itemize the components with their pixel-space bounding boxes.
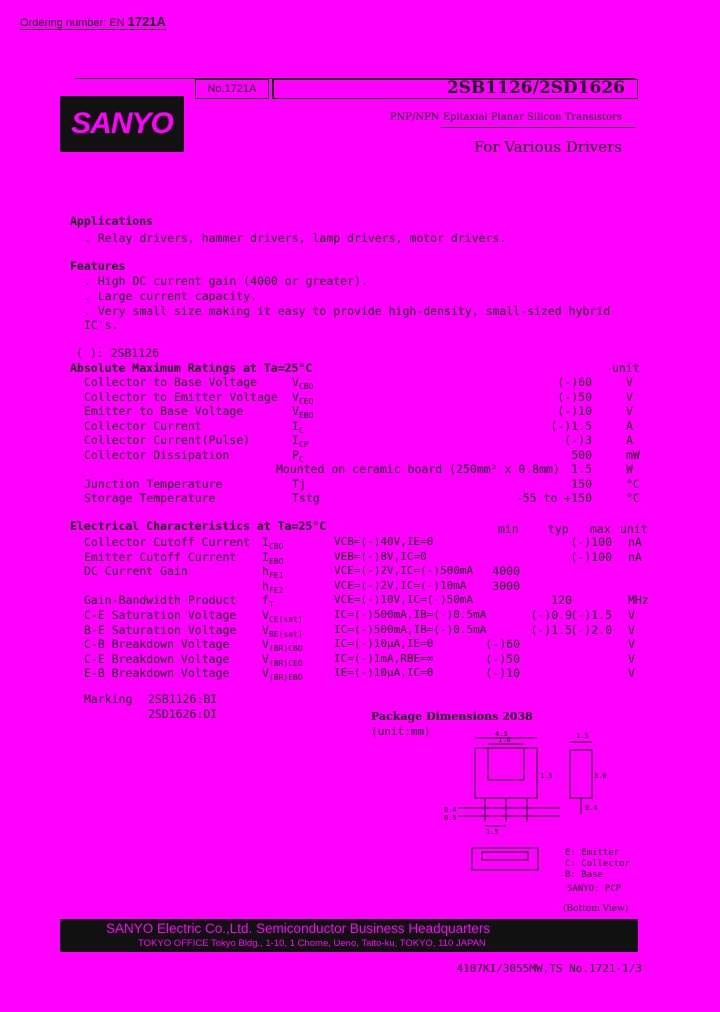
abs-row-unit: °C xyxy=(626,476,640,491)
elec-row-unit: V xyxy=(628,637,635,652)
package-tab xyxy=(488,748,524,780)
features-item: . Very small size making it easy to provide high-density, small-sized hybrid xyxy=(84,304,611,318)
note-2sb1126: ( ): 2SB1126 xyxy=(76,346,160,360)
symbol-main: V xyxy=(292,404,299,418)
symbol-main: V xyxy=(262,608,269,622)
elec-row-min: 4000 xyxy=(492,564,520,579)
symbol-sub: CE(sat) xyxy=(268,615,303,624)
abs-row-value: (-)3 xyxy=(564,433,592,447)
elec-row-cond: IC=(-)1mA,RBE=∞ xyxy=(334,651,434,665)
abs-row-unit: °C xyxy=(626,491,640,505)
symbol-sub: EBO xyxy=(268,556,284,566)
dim-label: 3.0 xyxy=(594,772,607,780)
applications-item: . Relay drivers, hammer drivers, lamp drivers, motor drivers. xyxy=(84,231,507,245)
elec-row-name: Collector Cutoff Current xyxy=(84,535,251,549)
elec-row-name: Gain-Bandwidth Product xyxy=(84,593,237,608)
symbol-main: P xyxy=(292,447,299,462)
abs-row-name: Collector to Base Voltage xyxy=(84,375,258,389)
symbol-sub: EBO xyxy=(298,411,314,420)
doc-number-box: No.1721A xyxy=(195,79,269,99)
features-item: . High DC current gain (4000 or greater). xyxy=(84,274,368,288)
dim-label: 0.5 xyxy=(444,814,457,822)
elec-row-name: DC Current Gain xyxy=(84,564,188,579)
elec-row-unit: MHz xyxy=(628,593,649,608)
dim-label: 4.5 xyxy=(495,730,508,738)
abs-row-name: Collector Current xyxy=(84,418,202,433)
symbol-main: V xyxy=(262,666,269,681)
symbol-main: V xyxy=(262,622,269,637)
symbol-sub: T xyxy=(268,600,274,610)
elec-row-cond: IC=(-)500mA,IB=(-)0.5mA xyxy=(334,622,487,636)
sanyo-logo: SANYO xyxy=(60,96,184,152)
elec-row-symbol xyxy=(262,564,283,580)
abs-row-value: (-)1.5 xyxy=(550,418,592,433)
dim-label: 1.6 xyxy=(498,736,511,744)
symbol-sub: CEO xyxy=(298,396,314,406)
elec-row-unit: nA xyxy=(628,535,642,549)
abs-row-unit: A xyxy=(626,433,633,447)
abs-row-symbol xyxy=(292,491,320,507)
part-number: 2SB1126/2SD1626 xyxy=(446,78,625,98)
symbol-sub: BE(sat) xyxy=(268,629,303,639)
symbol-sub: (BR)CEO xyxy=(268,658,303,668)
abs-row-unit: W xyxy=(626,462,633,476)
abs-row-value: 500 xyxy=(571,447,592,462)
elec-row-symbol xyxy=(262,579,283,595)
col-min: min xyxy=(498,522,519,536)
col-unit: unit xyxy=(620,522,648,536)
elec-row-symbol xyxy=(262,608,303,624)
symbol-main: V xyxy=(292,389,299,404)
dim-label: 0.4 xyxy=(444,806,457,814)
elec-row-symbol xyxy=(262,623,303,639)
elec-row-cond: VCB=(-)40V,IE=0 xyxy=(334,535,434,548)
symbol-main: V xyxy=(262,637,269,652)
features-item: . Large current capacity. xyxy=(84,289,258,303)
symbol-main: I xyxy=(262,549,269,564)
package-body xyxy=(475,748,537,798)
symbol-main: V xyxy=(262,651,269,666)
col-max: max xyxy=(590,522,611,536)
symbol-sub: (BR)EBO xyxy=(268,673,303,683)
elec-row-unit: V xyxy=(628,608,635,622)
elec-row-cond: IC=(-)10μA,IE=0 xyxy=(334,637,434,651)
abs-row-value: 150 xyxy=(571,476,592,491)
col-typ: typ xyxy=(548,522,569,536)
doc-code: 4107KI/3055MW,TS No.1721-1/3 xyxy=(456,962,642,975)
package-view: (Bottom View) xyxy=(563,904,629,914)
elec-row-name: B-E Saturation Voltage xyxy=(84,622,237,637)
subtitle: PNP/NPN Epitaxial Planar Silicon Transistors xyxy=(389,112,622,123)
elec-row-typ: (-)1.5 xyxy=(530,622,572,637)
abs-row-unit: V xyxy=(626,404,633,418)
abs-row-unit: mW xyxy=(626,447,640,462)
dim-label: 1.5 xyxy=(486,828,499,836)
elec-row-name: Emitter Cutoff Current xyxy=(84,549,237,564)
elec-row-cond: VEB=(-)8V,IC=0 xyxy=(334,549,427,563)
marking-line: 2SB1126:BI xyxy=(148,692,218,706)
elec-row-max: (-)100 xyxy=(570,535,612,549)
symbol-main: f xyxy=(262,593,269,608)
abs-row-name: Collector to Emitter Voltage xyxy=(84,389,278,404)
elec-row-min: (-)60 xyxy=(485,637,520,652)
elec-row-unit: nA xyxy=(628,549,642,564)
pin-legend: E: Emitter C: Collector B: Base xyxy=(565,848,631,880)
symbol-main: I xyxy=(262,535,269,549)
symbol-main: Tstg xyxy=(292,491,320,505)
abs-row-value: 1.5 xyxy=(571,462,592,476)
elec-row-symbol xyxy=(262,637,303,653)
elec-row-max: (-)100 xyxy=(570,549,612,564)
elec-heading: Electrical Characteristics at Ta=25°C xyxy=(70,519,327,533)
symbol-sub: CP xyxy=(298,440,309,449)
symbol-sub: C xyxy=(298,425,304,435)
symbol-main: V xyxy=(292,375,299,389)
features-item: IC's. xyxy=(84,318,119,332)
side-view xyxy=(570,750,592,798)
elec-row-name: C-E Breakdown Voltage xyxy=(84,651,230,666)
marking-line: 2SD1626:DI xyxy=(148,707,218,721)
symbol-sub: CBO xyxy=(298,382,314,391)
symbol-sub: FE2 xyxy=(268,585,284,595)
symbol-main: h xyxy=(262,578,269,593)
abs-row-name: Junction Temperature xyxy=(84,476,223,491)
abs-row-value: (-)60 xyxy=(557,375,592,389)
dim-label: 0.4 xyxy=(585,804,598,812)
abs-row-unit: V xyxy=(626,389,633,404)
part-number-box xyxy=(272,79,638,99)
abs-max-unit-label: unit xyxy=(612,361,640,375)
abs-row-name: Collector Dissipation xyxy=(84,447,230,462)
elec-row-cond: IE=(-)10μA,IC=0 xyxy=(334,666,434,680)
elec-row-max: (-)1.5 xyxy=(570,608,612,622)
footer-bar xyxy=(60,919,638,952)
symbol-sub: C xyxy=(298,454,304,464)
abs-row-cond: Mounted on ceramic board (250mm² x 0.8mm) xyxy=(276,462,560,476)
elec-row-min: (-)50 xyxy=(485,651,520,666)
symbol-sub: (BR)CBO xyxy=(268,644,303,654)
footer-address: TOKYO OFFICE Tokyo Bldg., 1-10, 1 Chome, Ueno, Taito-ku, TOKYO, 110 JAPAN xyxy=(138,938,486,949)
abs-row-value: (-)10 xyxy=(557,404,592,418)
elec-row-symbol xyxy=(262,550,283,566)
abs-row-unit: V xyxy=(626,375,633,389)
elec-row-name: E-B Breakdown Voltage xyxy=(84,666,230,681)
elec-row-symbol xyxy=(262,593,274,609)
elec-row-symbol xyxy=(262,666,303,682)
package-maker: SANYO: PCP xyxy=(567,884,622,894)
abs-row-name: Collector Current(Pulse) xyxy=(84,433,251,447)
elec-row-unit: V xyxy=(628,622,635,637)
abs-row-unit: A xyxy=(626,418,633,433)
symbol-main: Tj xyxy=(292,476,306,491)
symbol-sub: FE1 xyxy=(268,571,284,581)
symbol-sub: CBO xyxy=(268,542,284,551)
elec-row-name: C-E Saturation Voltage xyxy=(84,608,237,622)
marking-label: Marking xyxy=(84,692,133,706)
elec-row-cond: VCE=(-)2V,IC=(-)10mA xyxy=(334,578,467,592)
elec-row-min: (-)10 xyxy=(485,666,520,681)
elec-row-typ: 120 xyxy=(551,593,572,608)
elec-row-cond: VCE=(-)10V,IC=(-)50mA xyxy=(334,593,474,607)
elec-row-symbol xyxy=(262,535,283,551)
elec-row-typ: (-)0.9 xyxy=(530,608,572,622)
elec-row-symbol xyxy=(262,652,303,668)
ordering-number: Ordering number: EN 1721A xyxy=(20,14,166,29)
abs-row-value: (-)50 xyxy=(557,389,592,404)
package-title: Package Dimensions 2038 xyxy=(371,710,533,723)
package-unit: (unit:mm) xyxy=(371,725,431,738)
dim-label: 1.5 xyxy=(576,732,589,740)
abs-row-name: Storage Temperature xyxy=(84,491,216,505)
subtitle-rule xyxy=(440,127,635,128)
dim-label: 1.5 xyxy=(540,772,553,780)
elec-row-name: C-B Breakdown Voltage xyxy=(84,637,230,652)
applications-heading: Applications xyxy=(70,214,154,228)
footer-company: SANYO Electric Co.,Ltd. Semiconductor Business Headquarters xyxy=(106,921,491,936)
elec-row-unit: V xyxy=(628,651,635,666)
elec-row-cond: IC=(-)500mA,IB=(-)0.5mA xyxy=(334,608,487,621)
elec-row-unit: V xyxy=(628,666,635,681)
elec-row-max: (-)2.0 xyxy=(570,622,612,637)
abs-row-value: -55 to +150 xyxy=(515,491,592,505)
elec-row-cond: VCE=(-)2V,IC=(-)500mA xyxy=(334,564,474,578)
abs-max-heading: Absolute Maximum Ratings at Ta=25°C xyxy=(70,361,313,375)
abs-row-name: Emitter to Base Voltage xyxy=(84,404,244,418)
elec-row-min: 3000 xyxy=(492,578,520,593)
doc-title: For Various Drivers xyxy=(473,138,622,156)
features-heading: Features xyxy=(70,259,126,273)
symbol-main: I xyxy=(292,418,299,433)
symbol-main: h xyxy=(262,564,269,579)
symbol-main: I xyxy=(292,433,299,447)
